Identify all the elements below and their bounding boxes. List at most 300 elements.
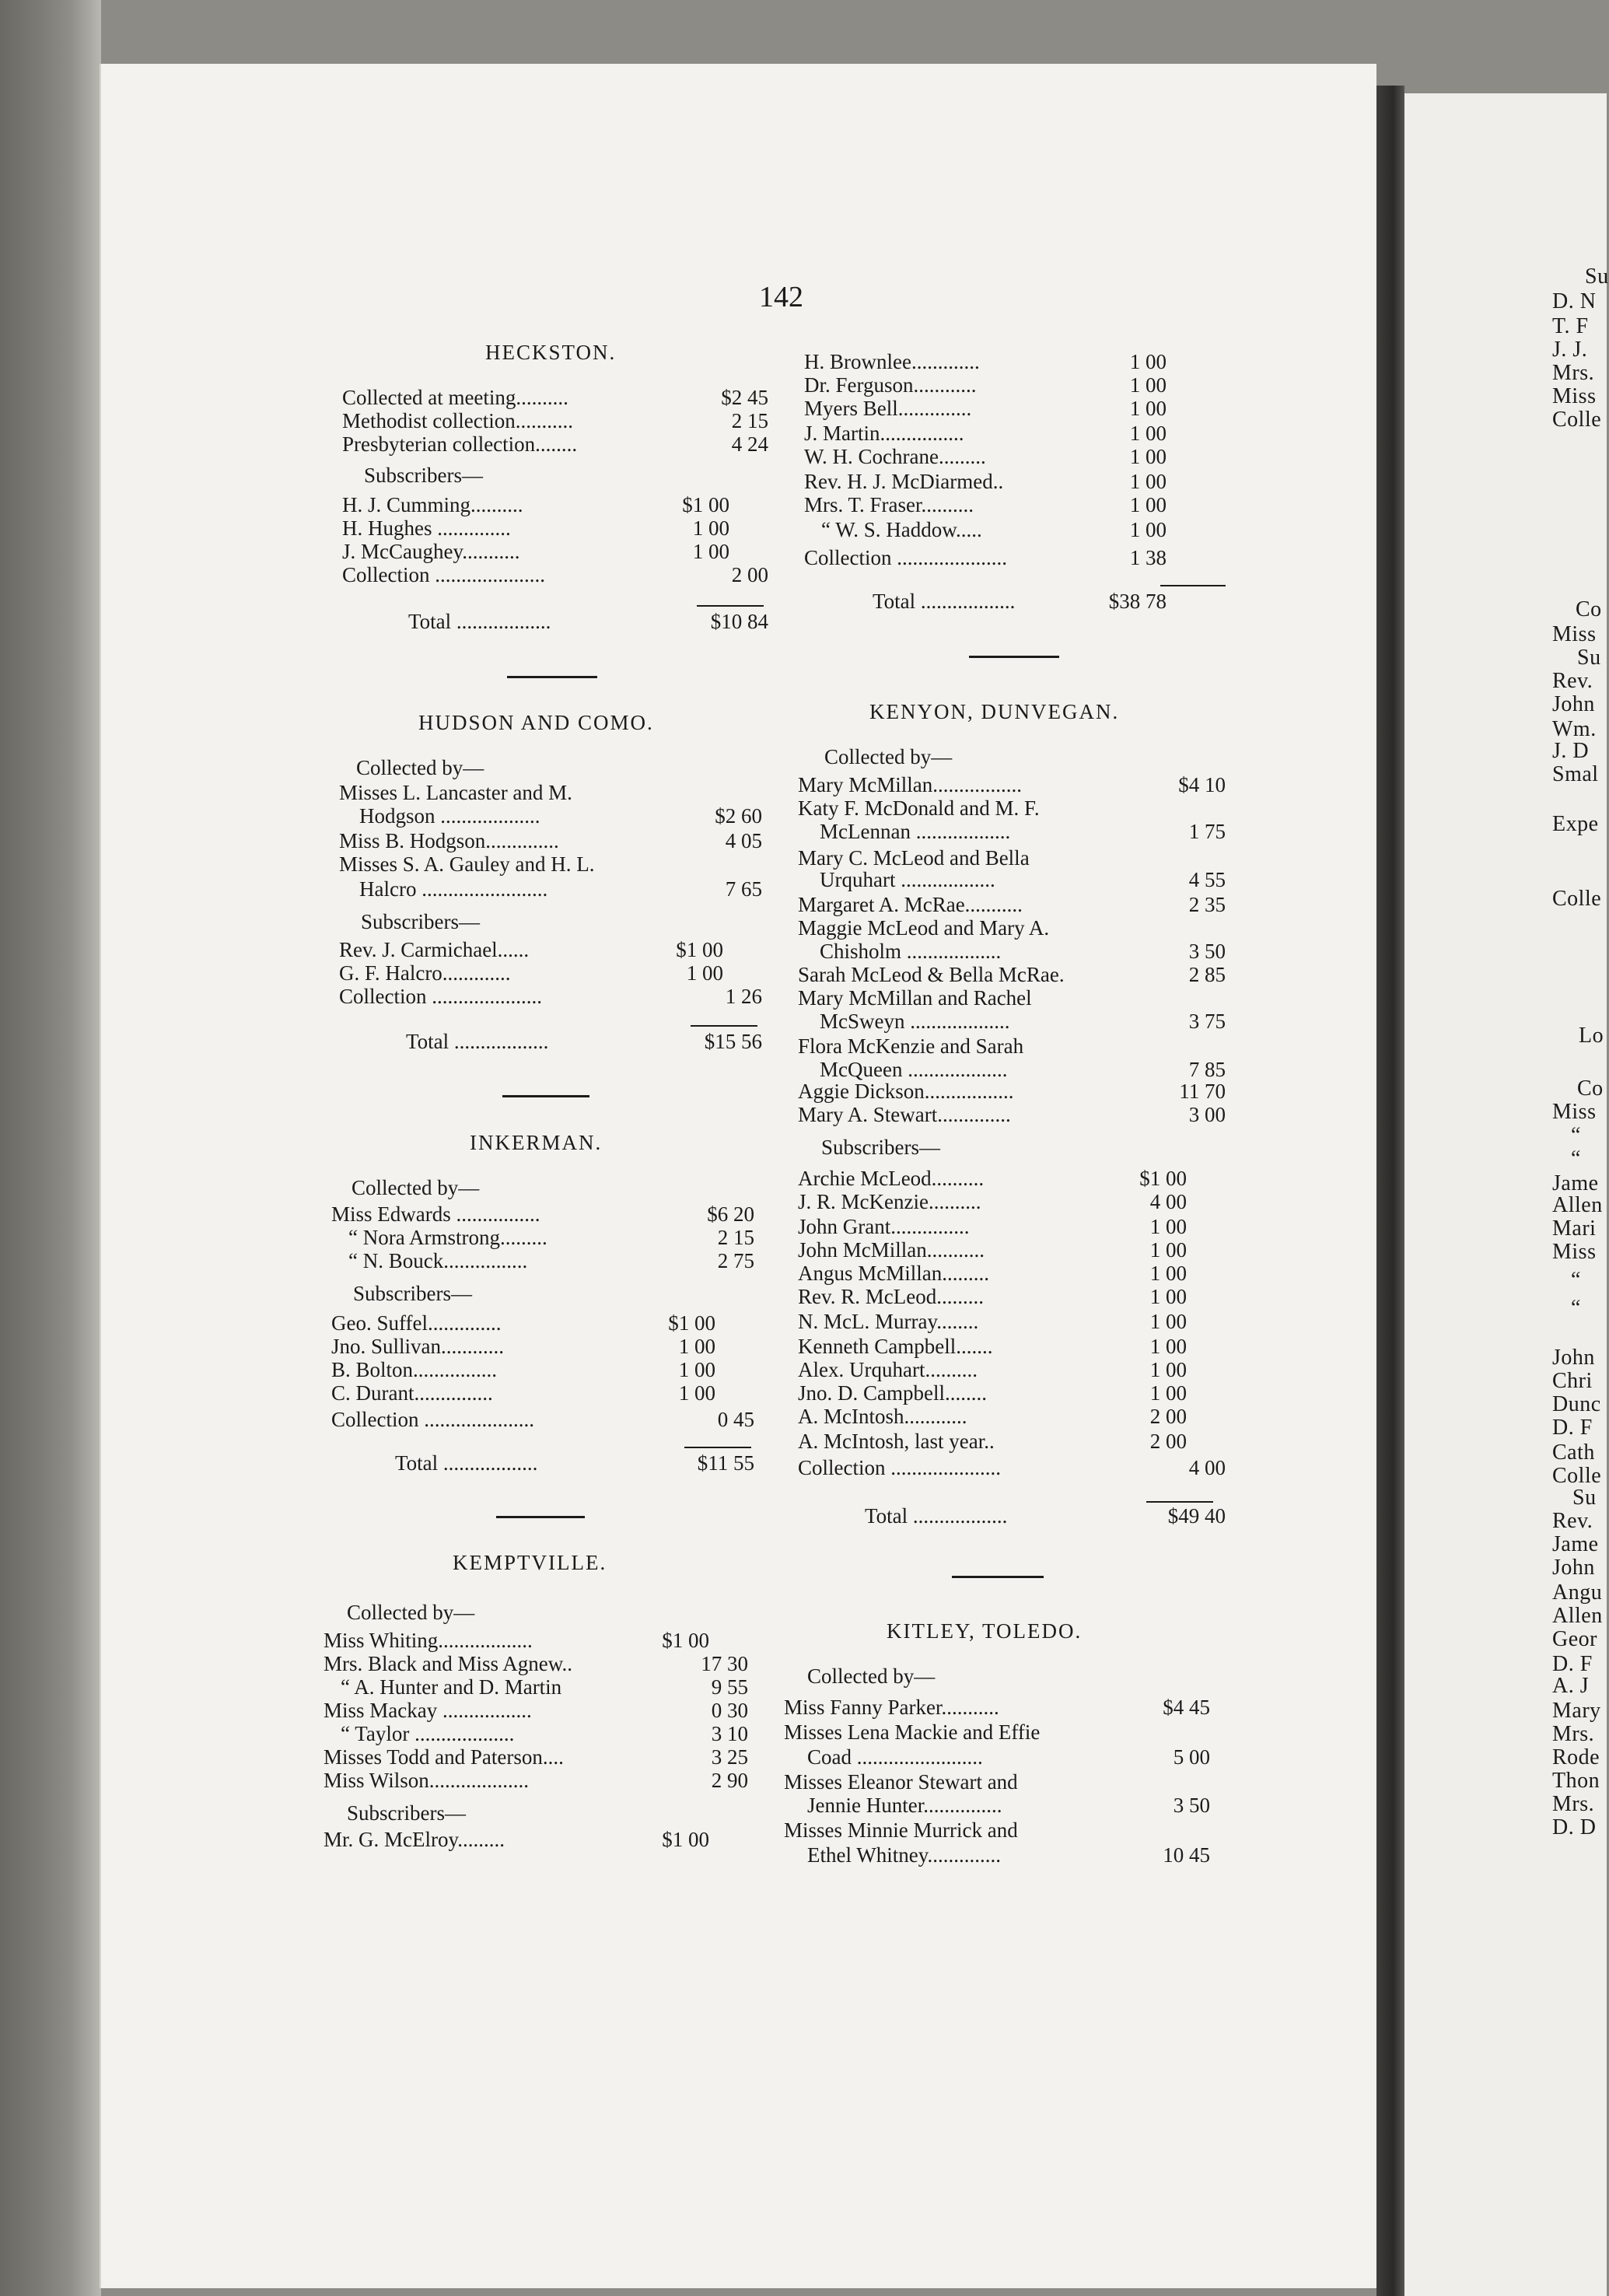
entry-line (352, 1176, 479, 1199)
entry-label: N. McL. Murray........ (798, 1310, 979, 1333)
total-line (408, 610, 551, 633)
entry-line (798, 846, 1030, 870)
entry-label: Collected by— (824, 745, 953, 768)
entry-label: Misses Minnie Murrick and (784, 1818, 1018, 1842)
next-page-fragment: Allen (1552, 1604, 1603, 1628)
entry-line (798, 1381, 987, 1405)
entry-label: Aggie Dickson................. (798, 1080, 1014, 1103)
entry-label: Archie McLeod.......... (798, 1167, 985, 1190)
entry-label: Mr. G. McElroy......... (324, 1828, 505, 1851)
next-page-edge (1404, 93, 1607, 2296)
entry-amount: 4 55 (1188, 868, 1226, 891)
next-page-fragment: Rode (1552, 1745, 1600, 1769)
entry-line (804, 445, 986, 468)
entry-amount: 1 00 (678, 1381, 715, 1405)
subheading (347, 1801, 466, 1825)
entry-amount: $1 00 (668, 1311, 715, 1335)
entry-line (820, 940, 1001, 963)
next-page-fragment: Angu (1552, 1580, 1603, 1605)
entry-label: Miss B. Hodgson.............. (339, 829, 559, 852)
entry-amount: $1 00 (676, 938, 723, 961)
entry-amount: 1 00 (1149, 1262, 1187, 1285)
entry-amount: 4 05 (725, 829, 762, 852)
next-page-fragment: Dunc (1552, 1392, 1601, 1416)
entry-label: Collection ..................... (331, 1408, 534, 1431)
next-page-fragment: A. J (1552, 1674, 1590, 1698)
entry-label: Dr. Ferguson............ (804, 373, 977, 397)
entry-label: Halcro ........................ (359, 877, 548, 901)
entry-label: Misses Todd and Paterson.... (324, 1745, 564, 1769)
entry-line (824, 745, 952, 768)
entry-label: Kenneth Campbell....... (798, 1335, 993, 1358)
entry-label: H. Brownlee............. (804, 350, 980, 373)
entry-line (820, 1010, 1010, 1033)
entry-amount: 3 75 (1188, 1010, 1226, 1033)
entry-line (324, 1745, 564, 1769)
entry-line (798, 773, 1022, 796)
entry-amount: 1 00 (1149, 1358, 1187, 1381)
entry-line (356, 756, 484, 779)
next-page-fragment: Co (1576, 597, 1602, 621)
section-divider (502, 1095, 589, 1097)
next-page-fragment: “ (1571, 1296, 1581, 1320)
entry-amount: 1 00 (1129, 350, 1167, 373)
entry-line (339, 961, 511, 985)
entry-label: “ W. S. Haddow..... (821, 518, 982, 541)
page-number: 142 (759, 281, 803, 313)
entry-line (341, 1675, 561, 1699)
entry-line (324, 1828, 505, 1851)
entry-amount: 1 00 (1129, 470, 1167, 493)
entry-label: Collected by— (352, 1176, 480, 1199)
entry-line (798, 1103, 1011, 1126)
entry-line (798, 1080, 1013, 1103)
next-page-fragment: D. N (1552, 289, 1597, 313)
entry-amount: 4 00 (1188, 1456, 1226, 1479)
entry-label: Misses Eleanor Stewart and (784, 1770, 1018, 1794)
entry-amount: $1 00 (662, 1629, 709, 1652)
subheading (364, 464, 483, 487)
entry-label: “ A. Hunter and D. Martin (341, 1675, 562, 1699)
section-heading-inkerman: INKERMAN. (470, 1131, 603, 1154)
entry-label: Collection ..................... (339, 985, 542, 1008)
next-page-fragment: Smal (1552, 762, 1599, 786)
entry-line (339, 938, 529, 961)
entry-line (798, 1456, 1001, 1479)
entry-label: A. McIntosh............ (798, 1405, 967, 1428)
next-page-fragment: Rev. (1552, 669, 1593, 693)
entry-label: G. F. Halcro............. (339, 961, 511, 985)
entry-label: Misses Lena Mackie and Effie (784, 1720, 1041, 1744)
entry-line (342, 409, 573, 432)
entry-label: Subscribers— (364, 464, 483, 487)
entry-label: Flora McKenzie and Sarah (798, 1034, 1024, 1058)
entry-label: Rev. R. McLeod......... (798, 1285, 984, 1308)
entry-label: Total .................. (873, 590, 1016, 613)
entry-line (804, 546, 1007, 569)
next-page-fragment: Su (1585, 264, 1609, 289)
entry-label: McSweyn ................... (820, 1010, 1010, 1033)
entry-amount: $2 45 (721, 386, 768, 409)
entry-amount: 4 00 (1149, 1190, 1187, 1213)
entry-amount: 1 00 (1129, 493, 1167, 516)
entry-line (798, 1034, 1023, 1058)
entry-amount: 1 75 (1188, 820, 1226, 843)
entry-label: Mrs. Black and Miss Agnew.. (324, 1652, 572, 1675)
entry-label: Collected by— (347, 1601, 475, 1624)
entry-amount: 1 00 (1149, 1238, 1187, 1262)
entry-label: B. Bolton................ (331, 1358, 498, 1381)
entry-label: Miss Wilson................... (324, 1769, 529, 1792)
entry-label: H. J. Cumming.......... (342, 493, 523, 516)
entry-line (798, 1358, 978, 1381)
sum-rule (1160, 585, 1226, 586)
next-page-fragment: Colle (1552, 1464, 1602, 1488)
entry-line (807, 1664, 935, 1688)
next-page-fragment: “ (1571, 1146, 1581, 1171)
entry-amount: 1 00 (1129, 422, 1167, 445)
entry-amount: 0 45 (717, 1408, 754, 1431)
entry-label: J. R. McKenzie.......... (798, 1190, 981, 1213)
next-page-fragment: Miss (1552, 1240, 1597, 1264)
entry-label: Total .................. (406, 1030, 549, 1053)
entry-label: Hodgson ................... (359, 804, 540, 828)
entry-label: Mary A. Stewart.............. (798, 1103, 1011, 1126)
entry-amount: 3 50 (1188, 940, 1226, 963)
entry-label: Presbyterian collection........ (342, 432, 578, 456)
entry-amount: 1 38 (1129, 546, 1167, 569)
entry-label: Total .................. (408, 610, 551, 633)
next-page-fragment: John (1552, 1346, 1595, 1370)
entry-line (804, 470, 1003, 493)
page-gutter (1376, 86, 1404, 2296)
entry-line (784, 1818, 1018, 1842)
entry-amount: 1 00 (1129, 445, 1167, 468)
entry-line (339, 829, 559, 852)
total-line (873, 590, 1015, 613)
entry-amount: 2 75 (717, 1249, 754, 1272)
entry-amount: 0 30 (711, 1699, 748, 1722)
entry-amount: 10 45 (1163, 1843, 1210, 1867)
next-page-fragment: Cath (1552, 1440, 1595, 1465)
next-page-fragment: Thon (1552, 1769, 1600, 1793)
section-heading-heckston: HECKSTON. (485, 341, 617, 364)
entry-label: Collected at meeting.......... (342, 386, 568, 409)
entry-label: Geo. Suffel.............. (331, 1311, 502, 1335)
subheading (353, 1282, 472, 1305)
entry-amount: 3 00 (1188, 1103, 1226, 1126)
entry-amount: 7 65 (725, 877, 762, 901)
entry-line (324, 1652, 572, 1675)
entry-amount: 2 00 (1149, 1405, 1187, 1428)
next-page-fragment: Jame (1552, 1171, 1599, 1195)
entry-label: Collection ..................... (804, 546, 1007, 569)
entry-amount: $38 78 (1108, 590, 1167, 613)
next-page-fragment: Allen (1552, 1193, 1603, 1217)
entry-amount: 3 10 (711, 1722, 748, 1745)
entry-label: Collection ..................... (342, 563, 545, 586)
entry-label: Methodist collection........... (342, 409, 573, 432)
next-page-fragment: J. D (1552, 739, 1590, 763)
entry-label: Jno. Sullivan............ (331, 1335, 505, 1358)
entry-line (331, 1408, 534, 1431)
next-page-fragment: Miss (1552, 384, 1597, 408)
next-page-fragment: “ (1571, 1268, 1581, 1292)
entry-line (324, 1699, 532, 1722)
entry-label: Subscribers— (361, 910, 480, 933)
entry-line (798, 1190, 981, 1213)
entry-line (804, 422, 964, 445)
entry-label: Katy F. McDonald and M. F. (798, 796, 1040, 820)
entry-label: Mary McMillan................. (798, 773, 1022, 796)
next-page-fragment: Mari (1552, 1216, 1597, 1241)
entry-line (342, 432, 577, 456)
next-page-fragment: Jame (1552, 1532, 1599, 1556)
entry-line (359, 804, 540, 828)
entry-label: Miss Fanny Parker........... (784, 1696, 999, 1719)
next-page-fragment: J. J. (1552, 338, 1588, 362)
entry-label: C. Durant............... (331, 1381, 493, 1405)
next-page-fragment: John (1552, 1556, 1595, 1580)
sum-rule (684, 1447, 751, 1448)
entry-label: Maggie McLeod and Mary A. (798, 916, 1050, 940)
entry-amount: $1 00 (682, 493, 729, 516)
entry-line (339, 852, 594, 876)
entry-label: Miss Whiting.................. (324, 1629, 533, 1652)
entry-line (807, 1794, 1002, 1817)
entry-amount: 1 00 (686, 961, 723, 985)
entry-amount: $15 56 (704, 1030, 762, 1053)
entry-label: Subscribers— (347, 1801, 466, 1825)
entry-line (784, 1770, 1018, 1794)
next-page-fragment: Mrs. (1552, 361, 1595, 385)
sum-rule (691, 1025, 757, 1027)
next-page-fragment: John (1552, 692, 1595, 716)
entry-line (331, 1335, 504, 1358)
section-heading-kemptville: KEMPTVILLE. (453, 1551, 607, 1574)
entry-label: Subscribers— (353, 1282, 472, 1305)
entry-line (784, 1720, 1040, 1744)
entry-line (798, 1285, 984, 1308)
next-page-fragment: T. F (1552, 314, 1589, 338)
entry-amount: 1 26 (725, 985, 762, 1008)
entry-label: Mrs. T. Fraser.......... (804, 493, 974, 516)
entry-label: Mary C. McLeod and Bella (798, 846, 1030, 870)
section-heading-hudson: HUDSON AND COMO. (418, 711, 654, 734)
next-page-fragment: Lo (1579, 1024, 1604, 1048)
entry-line (339, 781, 572, 804)
entry-line (798, 1262, 989, 1285)
entry-label: Misses L. Lancaster and M. (339, 781, 572, 804)
section-divider (952, 1576, 1044, 1578)
entry-line (807, 1843, 1001, 1867)
entry-line (807, 1745, 983, 1769)
entry-label: Jno. D. Campbell........ (798, 1381, 987, 1405)
entry-line (348, 1249, 527, 1272)
entry-label: Sarah McLeod & Bella McRae. (798, 963, 1065, 986)
next-page-fragment: Mrs. (1552, 1722, 1595, 1746)
entry-amount: $49 40 (1167, 1504, 1226, 1528)
entry-line (798, 1430, 995, 1453)
entry-line (804, 373, 977, 397)
next-page-fragment: Co (1577, 1076, 1604, 1101)
entry-line (347, 1601, 474, 1624)
entry-amount: 1 00 (1149, 1215, 1187, 1238)
entry-line (342, 540, 519, 563)
entry-line (804, 493, 974, 516)
entry-label: Misses S. A. Gauley and H. L. (339, 852, 595, 876)
entry-amount: 9 55 (711, 1675, 748, 1699)
entry-amount: 1 00 (692, 516, 729, 540)
entry-line (324, 1629, 533, 1652)
entry-line (798, 963, 1065, 986)
next-page-fragment: Su (1577, 646, 1601, 670)
entry-amount: 2 85 (1188, 963, 1226, 986)
section-heading-kitley: KITLEY, TOLEDO. (887, 1619, 1083, 1643)
entry-amount: 1 00 (692, 540, 729, 563)
entry-amount: 2 15 (731, 409, 768, 432)
next-page-fragment: Miss (1552, 622, 1597, 646)
entry-label: Myers Bell.............. (804, 397, 972, 420)
next-page-fragment: D. D (1552, 1815, 1597, 1839)
entry-line (820, 868, 995, 891)
entry-amount: 2 35 (1188, 893, 1226, 916)
entry-label: Subscribers— (821, 1136, 940, 1159)
entry-amount: $6 20 (707, 1202, 754, 1226)
next-page-fragment: Rev. (1552, 1509, 1593, 1533)
entry-label: Jennie Hunter............... (807, 1794, 1002, 1817)
entry-label: J. Martin................ (804, 422, 964, 445)
entry-amount: $1 00 (662, 1828, 709, 1851)
entry-line (798, 1335, 992, 1358)
entry-label: H. Hughes .............. (342, 516, 511, 540)
entry-label: Chisholm .................. (820, 940, 1002, 963)
section-heading-kenyon: KENYON, DUNVEGAN. (869, 700, 1120, 723)
entry-line (342, 516, 511, 540)
entry-amount: 1 00 (678, 1358, 715, 1381)
next-page-fragment: Wm. (1552, 717, 1597, 741)
section-divider (507, 676, 597, 678)
entry-line (798, 916, 1049, 940)
next-page-fragment: Su (1572, 1486, 1597, 1510)
entry-label: J. McCaughey........... (342, 540, 520, 563)
entry-amount: 1 00 (1129, 373, 1167, 397)
entry-amount: 7 85 (1188, 1058, 1226, 1081)
entry-line (331, 1358, 497, 1381)
subheading (821, 1136, 940, 1159)
sum-rule (697, 605, 764, 607)
entry-line (339, 985, 542, 1008)
entry-line (798, 893, 1023, 916)
sum-rule (1146, 1501, 1213, 1503)
entry-label: Miss Mackay ................. (324, 1699, 532, 1722)
entry-line (342, 493, 523, 516)
entry-line (821, 518, 982, 541)
entry-amount: $10 84 (710, 610, 768, 633)
next-page-fragment: Geor (1552, 1627, 1597, 1651)
entry-label: Margaret A. McRae........... (798, 893, 1023, 916)
entry-amount: $11 55 (697, 1451, 754, 1475)
entry-line (331, 1381, 493, 1405)
entry-label: Coad ........................ (807, 1745, 983, 1769)
entry-label: Rev. J. Carmichael...... (339, 938, 530, 961)
entry-line (798, 1405, 967, 1428)
entry-label: Miss Edwards ................ (331, 1202, 540, 1226)
entry-label: A. McIntosh, last year.. (798, 1430, 995, 1453)
entry-line (798, 1238, 985, 1262)
entry-label: McLennan .................. (820, 820, 1011, 843)
section-divider (496, 1516, 585, 1518)
entry-amount: 1 00 (1149, 1285, 1187, 1308)
entry-label: Ethel Whitney.............. (807, 1843, 1001, 1867)
entry-label: “ Nora Armstrong......... (348, 1226, 547, 1249)
next-page-fragment: Colle (1552, 887, 1602, 911)
entry-label: “ Taylor ................... (341, 1722, 515, 1745)
entry-label: “ N. Bouck................ (348, 1249, 528, 1272)
entry-label: Mary McMillan and Rachel (798, 986, 1032, 1010)
total-line (395, 1451, 537, 1475)
entry-amount: $1 00 (1139, 1167, 1187, 1190)
entry-label: Total .................. (865, 1504, 1008, 1528)
entry-label: Urquhart .................. (820, 868, 995, 891)
entry-line (798, 1310, 978, 1333)
entry-amount: 1 00 (1129, 518, 1167, 541)
entry-amount: 1 00 (1149, 1335, 1187, 1358)
total-line (406, 1030, 548, 1053)
next-page-fragment: D. F (1552, 1416, 1593, 1440)
entry-label: John Grant............... (798, 1215, 970, 1238)
entry-label: John McMillan........... (798, 1238, 985, 1262)
next-page-fragment: D. F (1552, 1652, 1593, 1676)
entry-amount: 2 90 (711, 1769, 748, 1792)
entry-label: W. H. Cochrane......... (804, 445, 986, 468)
next-page-fragment: Chri (1552, 1369, 1593, 1393)
next-page-fragment: Mrs. (1552, 1792, 1595, 1816)
entry-amount: 2 15 (717, 1226, 754, 1249)
entry-amount: 1 00 (1149, 1381, 1187, 1405)
entry-amount: 2 00 (731, 563, 768, 586)
entry-line (331, 1311, 501, 1335)
next-page-fragment: Miss (1552, 1100, 1597, 1124)
entry-amount: 3 25 (711, 1745, 748, 1769)
book-spine (0, 0, 101, 2296)
entry-line (331, 1202, 540, 1226)
entry-line (341, 1722, 514, 1745)
entry-line (784, 1696, 999, 1719)
entry-line (798, 1215, 969, 1238)
entry-amount: 3 50 (1173, 1794, 1210, 1817)
entry-line (798, 1167, 984, 1190)
entry-label: McQueen ................... (820, 1058, 1008, 1081)
entry-label: Alex. Urquhart.......... (798, 1358, 978, 1381)
entry-amount: 11 70 (1179, 1080, 1226, 1103)
subheading (361, 910, 480, 933)
entry-amount: $4 10 (1178, 773, 1226, 796)
entry-label: Total .................. (395, 1451, 538, 1475)
entry-line (804, 350, 980, 373)
next-page-fragment: Expe (1552, 812, 1599, 836)
entry-label: Collected by— (356, 756, 484, 779)
entry-label: Angus McMillan......... (798, 1262, 989, 1285)
entry-amount: 1 00 (678, 1335, 715, 1358)
next-page-fragment: Colle (1552, 408, 1602, 432)
entry-line (820, 820, 1010, 843)
entry-amount: 5 00 (1173, 1745, 1210, 1769)
next-page-fragment: “ (1571, 1123, 1581, 1147)
section-divider (969, 656, 1059, 658)
entry-label: Collected by— (807, 1664, 936, 1688)
entry-line (348, 1226, 547, 1249)
